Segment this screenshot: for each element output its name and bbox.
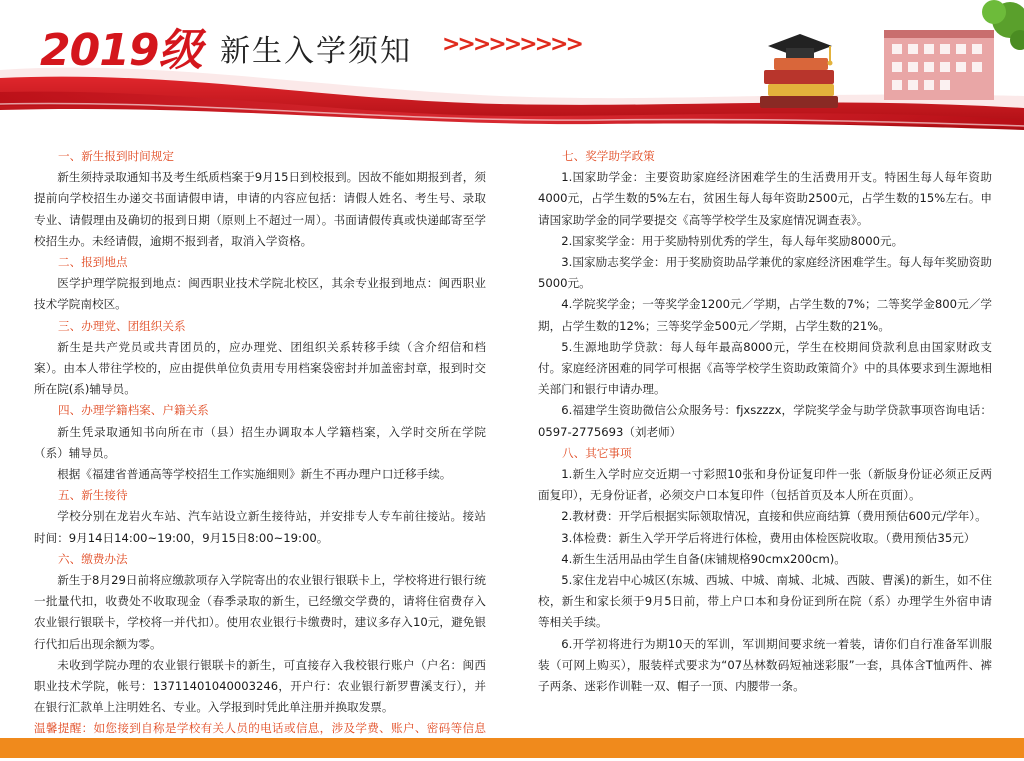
paragraph: 3.国家励志奖学金：用于奖励资助品学兼优的家庭经济困难学生。每人每年奖励资助5000元。 — [538, 255, 992, 291]
section-title-other-matters: 八、其它事项 — [562, 445, 632, 460]
arrow-decoration: >>>>>>>>> — [442, 32, 581, 57]
section-title-registration-place: 二、报到地点 — [58, 255, 128, 270]
paragraph: 2.国家奖学金：用于奖励特别优秀的学生，每人每年奖励8000元。 — [561, 233, 904, 248]
paragraph: 医学护理学院报到地点：闽西职业技术学院北校区，其余专业报到地点：闽西职业技术学院南校区。 — [34, 276, 486, 312]
section-title-party-league: 三、办理党、团组织关系 — [58, 318, 186, 333]
campus-illustration — [724, 0, 1024, 120]
left-column — [34, 146, 486, 761]
paragraph: 5.家住龙岩中心城区(东城、西城、中城、南城、北城、西陂、曹溪)的新生，如不住校，新生和家长须于9月5日前，带上户口本和身份证到所在院（系）办理学生外宿申请等相关手续。 — [538, 573, 992, 630]
notice-body — [0, 140, 1024, 738]
page-title: 新生入学须知 — [220, 34, 412, 69]
paragraph: 学校分别在龙岩火车站、汽车站设立新生接待站，并安排专人专车前往接站。接站时间：9月14日14:00~19:00，9月15日8:00~19:00。 — [34, 509, 486, 545]
section-title-payment: 六、缴费办法 — [58, 551, 128, 566]
paragraph: 新生凭录取通知书向所在市（县）招生办调取本人学籍档案，入学时交所在学院（系）辅导员。 — [34, 424, 486, 460]
paragraph: 4.学院奖学金；一等奖学金1200元／学期，占学生数的7%；二等奖学金800元／学期，占学生数的12%；三等奖学金500元／学期，占学生数的21%。 — [538, 297, 992, 333]
section-title-registration-time: 一、新生报到时间规定 — [58, 149, 174, 163]
paragraph: 1.国家助学金：主要资助家庭经济困难学生的生活费用开支。特困生每人每年资助4000元，占学生数的5%左右，贫困生每人每年资助2500元，占学生数的15%左右。申请国家助学金的同学要提交《高等学校学生及家庭情况调查表》。 — [538, 170, 992, 227]
paragraph: 5.生源地助学贷款：每人每年最高8000元，学生在校期间贷款利息由国家财政支付。家庭经济困难的同学可根据《高等学校学生资助政策简介》中的具体要求到生源地相关部门和银行申请办理。 — [538, 339, 992, 397]
right-column — [538, 146, 992, 697]
paragraph: 4.新生生活用品由学生自备(床铺规格90cmx200cm)。 — [561, 551, 846, 566]
paragraph: 6.开学初将进行为期10天的军训，军训期间要求统一着装，请你们自行准备军训服装（可网上购买），服装样式要求为“07丛林数码短袖迷彩服”一套，具体含T恤两件、裤子两条、迷彩作训鞋一双、帽子一顶、内腰带一条。 — [538, 636, 992, 694]
year-title: 2019级 — [40, 25, 202, 76]
header-banner — [0, 0, 1024, 140]
paragraph: 未收到学院办理的农业银行银联卡的新生，可直接存入我校银行账户（户名：闽西职业技术学院，帐号：13711401040003246，开户行：农业银行新罗曹溪支行），并在银行汇款单上注明姓名、专业。入学报到时凭此单注册并换取发票。 — [34, 657, 486, 715]
paragraph: 1.新生入学时应交近期一寸彩照10张和身份证复印件一张（新版身份证必须正反两面复印），无身份证者，必须交户口本复印件（包括首页及本人所在页面）。 — [538, 467, 992, 503]
paragraph: 新生须持录取通知书及考生纸质档案于9月15日到校报到。因故不能如期报到者，须提前向学校招生办递交书面请假申请，申请的内容应包括：请假人姓名、考生号、录取专业、请假理由及确切的报到日期（原则上不超过一周）。书面请假传真或快递邮寄至学校招生办。未经请假，逾期不报到者，取消入学资格。 — [34, 170, 486, 248]
section-title-scholarship: 七、奖学助学政策 — [562, 149, 655, 163]
paragraph: 6.福建学生资助微信公众服务号：fjxszzzx，学院奖学金与助学贷款事项咨询电话：0597-2775693（刘老师） — [538, 403, 992, 439]
paragraph: 根据《福建省普通高等学校招生工作实施细则》新生不再办理户口迁移手续。 — [57, 467, 452, 482]
paragraph: 2.教材费：开学后根据实际领取情况，直接和供应商结算（费用预估600元/学年）。 — [561, 509, 987, 524]
warning-notice: 温馨提醒：如您接到自称是学校有关人员的电话或信息，涉及学费、账户、密码等信息 — [34, 721, 486, 736]
section-title-reception: 五、新生接待 — [58, 488, 128, 503]
paragraph: 新生是共产党员或共青团员的，应办理党、团组织关系转移手续（含介绍信和档案）。由本人带往学校的，应由提供单位负责用专用档案袋密封并加盖密封章，报到时交所在院(系)辅导员。 — [34, 339, 486, 397]
footer-bar — [0, 738, 1024, 758]
paragraph: 3.体检费：新生入学开学后将进行体检，费用由体检医院收取。（费用预估35元） — [561, 530, 976, 545]
section-title-student-records: 四、办理学籍档案、户籍关系 — [58, 403, 209, 418]
paragraph: 新生于8月29日前将应缴款项存入学院寄出的农业银行银联卡上，学校将进行银行统一批量代扣，收费处不收取现金（春季录取的新生，已经缴交学费的，请将住宿费存入农业银行银联卡，学校将一并代扣）。使用农业银行卡缴费时，建议多存入10元，避免银行代扣后出现余额为零。 — [34, 573, 486, 651]
